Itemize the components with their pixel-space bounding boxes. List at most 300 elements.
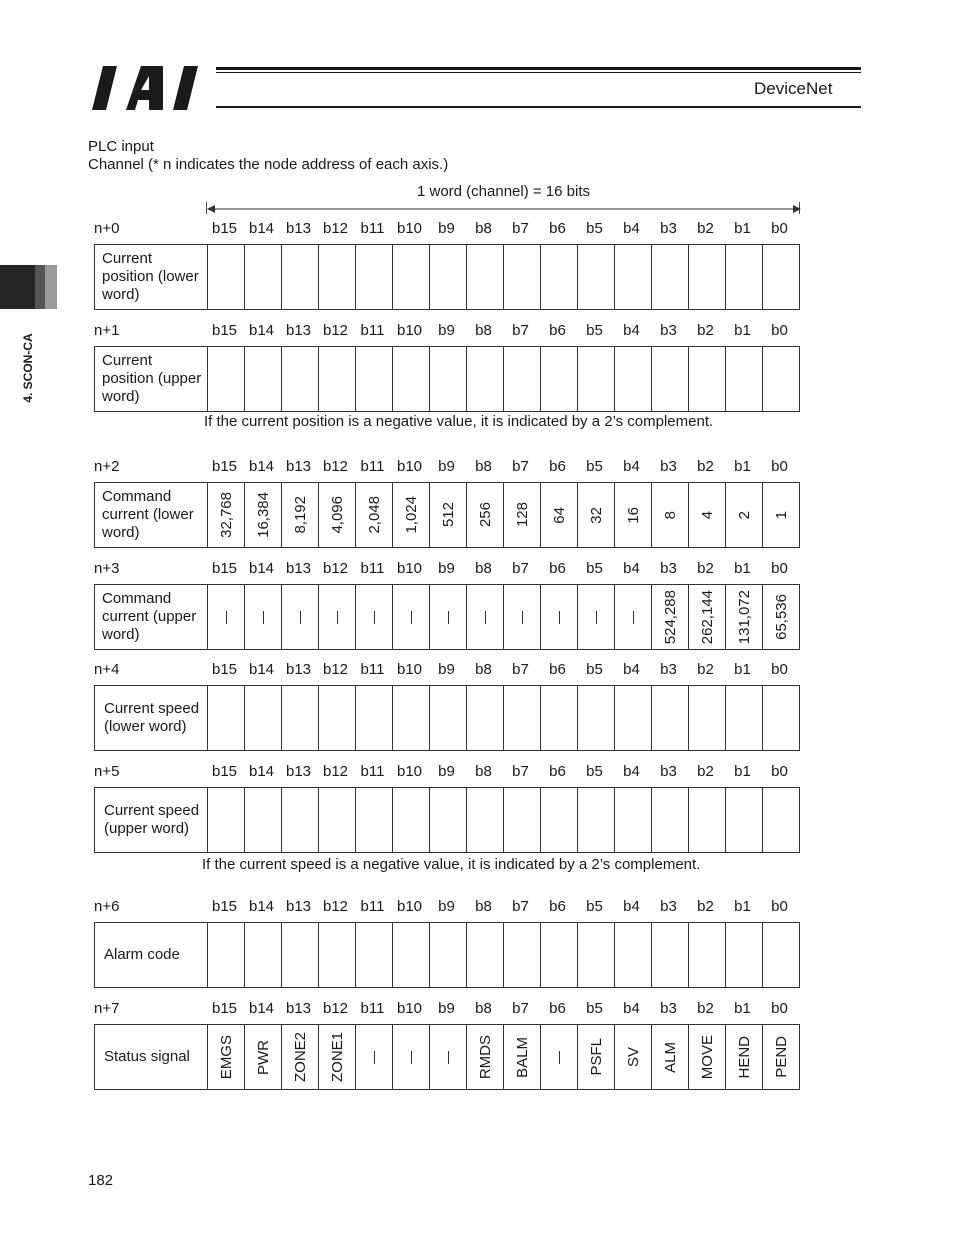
bit-label: b8 bbox=[475, 560, 492, 577]
bit-cell bbox=[762, 585, 799, 649]
bit-label: b2 bbox=[697, 898, 714, 915]
bit-cell bbox=[503, 788, 540, 852]
bit-label: b7 bbox=[512, 220, 529, 237]
side-tab-stripe bbox=[35, 265, 45, 309]
bit-cell bbox=[429, 585, 466, 649]
bit-label: b3 bbox=[660, 560, 677, 577]
bit-label: b10 bbox=[396, 458, 423, 475]
bit-label: b1 bbox=[734, 322, 751, 339]
bit-cell bbox=[577, 245, 614, 309]
bit-cell bbox=[725, 923, 762, 987]
unused-bit-mark bbox=[411, 1051, 412, 1064]
bit-cell bbox=[392, 1025, 429, 1089]
bit-label: b6 bbox=[549, 560, 566, 577]
bit-cell bbox=[318, 1025, 355, 1089]
bit-cell bbox=[355, 923, 392, 987]
row-caption: Command current (lower word) bbox=[102, 488, 194, 541]
bit-label: b12 bbox=[322, 763, 349, 780]
bit-cell bbox=[688, 585, 725, 649]
bit-value: ZONE1 bbox=[328, 1031, 346, 1082]
bit-cell bbox=[651, 585, 688, 649]
bit-cell bbox=[244, 585, 281, 649]
bit-value: BALM bbox=[513, 1036, 531, 1078]
channel-label: n+4 bbox=[94, 661, 120, 678]
bit-cell bbox=[688, 1025, 725, 1089]
bit-label: b6 bbox=[549, 458, 566, 475]
bit-cell bbox=[355, 245, 392, 309]
arrow-guide-left bbox=[206, 202, 207, 214]
bit-label: b11 bbox=[360, 458, 385, 475]
bit-label: b2 bbox=[697, 458, 714, 475]
unused-bit-mark bbox=[226, 611, 227, 624]
bit-value: 4,096 bbox=[328, 496, 346, 534]
word-width-arrow bbox=[205, 202, 803, 216]
bit-label: b14 bbox=[248, 322, 275, 339]
bit-label: b3 bbox=[660, 898, 677, 915]
channel-block bbox=[94, 763, 800, 855]
bit-value: EMGS bbox=[217, 1034, 235, 1080]
bit-label: b0 bbox=[771, 560, 788, 577]
unused-bit-mark bbox=[411, 611, 412, 624]
unused-bit-mark bbox=[485, 611, 486, 624]
bit-cell bbox=[318, 923, 355, 987]
bit-value: PEND bbox=[772, 1036, 790, 1078]
bit-label: b10 bbox=[396, 898, 423, 915]
bit-cell bbox=[281, 483, 318, 547]
row-caption: Alarm code bbox=[104, 946, 180, 963]
bit-value: 256 bbox=[476, 502, 494, 528]
bit-label: b11 bbox=[360, 661, 385, 678]
bit-label: b11 bbox=[360, 220, 385, 237]
bit-cell bbox=[614, 923, 651, 987]
bit-label: b15 bbox=[211, 322, 238, 339]
bit-cell bbox=[429, 1025, 466, 1089]
bit-label: b8 bbox=[475, 1000, 492, 1017]
bit-label: b2 bbox=[697, 661, 714, 678]
bit-label: b15 bbox=[211, 661, 238, 678]
bit-label: b6 bbox=[549, 322, 566, 339]
bit-label: b11 bbox=[360, 763, 385, 780]
bit-cell bbox=[207, 788, 244, 852]
unused-bit-mark bbox=[559, 611, 560, 624]
bit-label: b14 bbox=[248, 560, 275, 577]
bit-cell bbox=[762, 923, 799, 987]
bit-cell bbox=[503, 483, 540, 547]
channel-label: n+5 bbox=[94, 763, 120, 780]
bit-cell bbox=[688, 686, 725, 750]
bit-cell bbox=[503, 347, 540, 411]
bit-cell bbox=[466, 347, 503, 411]
bit-label: b4 bbox=[623, 458, 640, 475]
channel-label: n+6 bbox=[94, 898, 120, 915]
unused-bit-mark bbox=[374, 1051, 375, 1064]
bit-table bbox=[94, 482, 800, 548]
bit-cell bbox=[651, 923, 688, 987]
bit-label: b13 bbox=[285, 220, 312, 237]
bit-cell bbox=[244, 347, 281, 411]
bit-label: b1 bbox=[734, 661, 751, 678]
bit-cell bbox=[503, 923, 540, 987]
bit-label: b7 bbox=[512, 1000, 529, 1017]
bit-table bbox=[94, 922, 800, 988]
bit-label: b4 bbox=[623, 763, 640, 780]
bit-value: 16,384 bbox=[254, 492, 272, 538]
bit-label: b15 bbox=[211, 458, 238, 475]
bit-cell bbox=[688, 788, 725, 852]
bit-cell bbox=[577, 686, 614, 750]
bit-label: b1 bbox=[734, 220, 751, 237]
bit-header-row bbox=[94, 661, 800, 681]
bit-cell bbox=[688, 483, 725, 547]
unused-bit-mark bbox=[596, 611, 597, 624]
bit-header-row bbox=[94, 898, 800, 918]
bit-cell bbox=[540, 347, 577, 411]
bit-cell bbox=[651, 788, 688, 852]
bit-label: b13 bbox=[285, 458, 312, 475]
bit-label: b7 bbox=[512, 763, 529, 780]
bit-label: b3 bbox=[660, 1000, 677, 1017]
bit-cell bbox=[355, 347, 392, 411]
bit-label: b7 bbox=[512, 661, 529, 678]
bit-label: b11 bbox=[360, 898, 385, 915]
bit-value: ZONE2 bbox=[291, 1031, 309, 1082]
bit-label: b13 bbox=[285, 763, 312, 780]
bit-cell bbox=[281, 1025, 318, 1089]
bit-cell bbox=[540, 483, 577, 547]
bit-value: 131,072 bbox=[735, 589, 753, 645]
bit-cell bbox=[577, 1025, 614, 1089]
bit-cell bbox=[577, 788, 614, 852]
bit-cell bbox=[207, 1025, 244, 1089]
channel-label: n+0 bbox=[94, 220, 120, 237]
bit-header-row bbox=[94, 458, 800, 478]
channel-label: n+2 bbox=[94, 458, 120, 475]
bit-label: b13 bbox=[285, 560, 312, 577]
bit-cell bbox=[318, 347, 355, 411]
bit-value: ALM bbox=[661, 1041, 679, 1073]
side-tab-stripe-light bbox=[45, 265, 57, 309]
bit-label: b1 bbox=[734, 1000, 751, 1017]
bit-label: b2 bbox=[697, 560, 714, 577]
bit-cell bbox=[281, 245, 318, 309]
bit-table bbox=[94, 244, 800, 310]
bit-cell bbox=[466, 245, 503, 309]
bit-cell bbox=[725, 245, 762, 309]
bit-label: b4 bbox=[623, 661, 640, 678]
bit-cell bbox=[207, 483, 244, 547]
bit-label: b12 bbox=[322, 458, 349, 475]
bit-label: b13 bbox=[285, 322, 312, 339]
bit-label: b12 bbox=[322, 560, 349, 577]
bit-label: b3 bbox=[660, 220, 677, 237]
bit-label: b0 bbox=[771, 763, 788, 780]
bit-cell bbox=[725, 788, 762, 852]
intro-line-2: Channel (* n indicates the node address of each axis.) bbox=[88, 156, 449, 173]
bit-label: b1 bbox=[734, 898, 751, 915]
bit-label: b0 bbox=[771, 661, 788, 678]
unused-bit-mark bbox=[633, 611, 634, 624]
bit-cell bbox=[207, 923, 244, 987]
bit-value: 64 bbox=[550, 506, 568, 524]
bit-header-row bbox=[94, 322, 800, 342]
bit-value: 16 bbox=[624, 506, 642, 524]
unused-bit-mark bbox=[448, 1051, 449, 1064]
bit-cell bbox=[540, 788, 577, 852]
bit-cell bbox=[651, 245, 688, 309]
bit-cell bbox=[466, 923, 503, 987]
bit-label: b13 bbox=[285, 661, 312, 678]
bit-cell bbox=[614, 347, 651, 411]
row-caption: Current speed (upper word) bbox=[104, 802, 200, 837]
bit-label: b14 bbox=[248, 220, 275, 237]
bit-cell bbox=[762, 1025, 799, 1089]
bit-cell bbox=[355, 686, 392, 750]
bit-value: 1 bbox=[772, 510, 790, 520]
bit-label: b5 bbox=[586, 661, 603, 678]
bit-cell bbox=[355, 1025, 392, 1089]
chapter-label: 4. SCON-CA bbox=[21, 333, 35, 403]
header-rule-top bbox=[216, 67, 861, 70]
bit-label: b0 bbox=[771, 322, 788, 339]
bit-cell bbox=[762, 245, 799, 309]
bit-label: b7 bbox=[512, 458, 529, 475]
bit-value: 524,288 bbox=[661, 589, 679, 645]
bit-label: b2 bbox=[697, 1000, 714, 1017]
bit-label: b0 bbox=[771, 458, 788, 475]
channel-block bbox=[94, 1000, 800, 1092]
bit-cell bbox=[725, 1025, 762, 1089]
bit-label: b6 bbox=[549, 220, 566, 237]
bit-cell bbox=[355, 483, 392, 547]
bit-value: 4 bbox=[698, 510, 716, 520]
bit-label: b7 bbox=[512, 322, 529, 339]
bit-label: b10 bbox=[396, 560, 423, 577]
bit-cell bbox=[355, 585, 392, 649]
bit-cell bbox=[762, 788, 799, 852]
bit-cell bbox=[392, 788, 429, 852]
bit-cell bbox=[207, 245, 244, 309]
bit-value: 8 bbox=[661, 510, 679, 520]
bit-cell bbox=[503, 686, 540, 750]
bit-cell bbox=[614, 483, 651, 547]
bit-cell bbox=[540, 923, 577, 987]
bit-label: b7 bbox=[512, 898, 529, 915]
header-rule-bottom bbox=[216, 106, 861, 108]
bit-label: b12 bbox=[322, 322, 349, 339]
arrow-guide-right bbox=[799, 202, 800, 214]
bit-cell bbox=[429, 788, 466, 852]
channel-block bbox=[94, 322, 800, 414]
bit-cell bbox=[429, 483, 466, 547]
bit-cell bbox=[577, 585, 614, 649]
bit-label: b3 bbox=[660, 322, 677, 339]
bit-cell bbox=[281, 923, 318, 987]
bit-label: b9 bbox=[438, 1000, 455, 1017]
bit-value: 32,768 bbox=[217, 492, 235, 538]
bit-table bbox=[94, 787, 800, 853]
unused-bit-mark bbox=[300, 611, 301, 624]
position-note: If the current position is a negative value, it is indicated by a 2’s complement. bbox=[204, 413, 714, 430]
bit-label: b3 bbox=[660, 458, 677, 475]
bit-label: b8 bbox=[475, 458, 492, 475]
bit-label: b6 bbox=[549, 898, 566, 915]
bit-label: b14 bbox=[248, 763, 275, 780]
bit-cell bbox=[466, 483, 503, 547]
unused-bit-mark bbox=[263, 611, 264, 624]
bit-label: b14 bbox=[248, 458, 275, 475]
bit-label: b9 bbox=[438, 322, 455, 339]
bit-label: b8 bbox=[475, 322, 492, 339]
bit-cell bbox=[466, 686, 503, 750]
bit-cell bbox=[540, 245, 577, 309]
bit-label: b4 bbox=[623, 898, 640, 915]
bit-cell bbox=[392, 347, 429, 411]
bit-cell bbox=[392, 686, 429, 750]
bit-cell bbox=[318, 585, 355, 649]
bit-value: 1,024 bbox=[402, 496, 420, 534]
bit-label: b1 bbox=[734, 560, 751, 577]
bit-label: b11 bbox=[360, 322, 385, 339]
bit-cell bbox=[614, 585, 651, 649]
bit-value: PWR bbox=[254, 1039, 272, 1075]
channel-block bbox=[94, 661, 800, 753]
bit-value: 8,192 bbox=[291, 496, 309, 534]
bit-label: b6 bbox=[549, 1000, 566, 1017]
bit-header-row bbox=[94, 1000, 800, 1020]
bit-label: b15 bbox=[211, 220, 238, 237]
bit-cell bbox=[725, 686, 762, 750]
bit-cell bbox=[614, 1025, 651, 1089]
bit-cell bbox=[466, 788, 503, 852]
row-caption: Current position (lower word) bbox=[102, 250, 199, 303]
bit-label: b4 bbox=[623, 322, 640, 339]
iai-logo bbox=[92, 66, 210, 111]
bit-label: b9 bbox=[438, 220, 455, 237]
bit-label: b9 bbox=[438, 560, 455, 577]
bit-value: 512 bbox=[439, 502, 457, 528]
row-caption: Current speed (lower word) bbox=[104, 700, 200, 735]
bit-value: 32 bbox=[587, 506, 605, 524]
bit-label: b4 bbox=[623, 560, 640, 577]
unused-bit-mark bbox=[522, 611, 523, 624]
bit-label: b6 bbox=[549, 763, 566, 780]
bit-label: b15 bbox=[211, 1000, 238, 1017]
bit-cell bbox=[688, 347, 725, 411]
bit-cell bbox=[429, 245, 466, 309]
bit-value: HEND bbox=[735, 1035, 753, 1079]
bit-label: b1 bbox=[734, 458, 751, 475]
bit-label: b14 bbox=[248, 1000, 275, 1017]
bit-cell bbox=[651, 1025, 688, 1089]
bit-cell bbox=[614, 788, 651, 852]
bit-cell bbox=[540, 585, 577, 649]
bit-label: b9 bbox=[438, 458, 455, 475]
channel-label: n+1 bbox=[94, 322, 120, 339]
bit-label: b12 bbox=[322, 661, 349, 678]
unused-bit-mark bbox=[374, 611, 375, 624]
channel-label: n+7 bbox=[94, 1000, 120, 1017]
bit-cell bbox=[318, 686, 355, 750]
bit-label: b9 bbox=[438, 763, 455, 780]
bit-cell bbox=[281, 788, 318, 852]
bit-cell bbox=[651, 483, 688, 547]
bit-value: 65,536 bbox=[772, 594, 790, 640]
bit-cell bbox=[725, 483, 762, 547]
bit-label: b5 bbox=[586, 1000, 603, 1017]
bit-cell bbox=[540, 1025, 577, 1089]
bit-cell bbox=[281, 347, 318, 411]
bit-label: b2 bbox=[697, 322, 714, 339]
channel-block bbox=[94, 458, 800, 550]
intro-line-1: PLC input bbox=[88, 138, 154, 155]
bit-label: b5 bbox=[586, 560, 603, 577]
bit-label: b4 bbox=[623, 220, 640, 237]
bit-label: b8 bbox=[475, 898, 492, 915]
bit-label: b8 bbox=[475, 661, 492, 678]
bit-label: b11 bbox=[360, 1000, 385, 1017]
bit-cell bbox=[688, 923, 725, 987]
bit-label: b10 bbox=[396, 322, 423, 339]
bit-label: b5 bbox=[586, 763, 603, 780]
bit-label: b3 bbox=[660, 763, 677, 780]
bit-cell bbox=[503, 585, 540, 649]
channel-block bbox=[94, 220, 800, 312]
bit-label: b10 bbox=[396, 661, 423, 678]
bit-label: b12 bbox=[322, 898, 349, 915]
bit-cell bbox=[318, 788, 355, 852]
bit-label: b9 bbox=[438, 898, 455, 915]
bit-label: b5 bbox=[586, 458, 603, 475]
bit-label: b14 bbox=[248, 661, 275, 678]
bit-label: b2 bbox=[697, 763, 714, 780]
row-caption: Status signal bbox=[104, 1048, 190, 1065]
bit-value: MOVE bbox=[698, 1034, 716, 1080]
bit-label: b12 bbox=[322, 220, 349, 237]
bit-cell bbox=[725, 347, 762, 411]
bit-cell bbox=[614, 686, 651, 750]
bit-value: RMDS bbox=[476, 1034, 494, 1080]
bit-label: b5 bbox=[586, 322, 603, 339]
channel-label: n+3 bbox=[94, 560, 120, 577]
header-rule-second bbox=[216, 72, 861, 73]
channel-block bbox=[94, 898, 800, 990]
bit-label: b5 bbox=[586, 220, 603, 237]
bit-cell bbox=[392, 483, 429, 547]
bit-label: b10 bbox=[396, 763, 423, 780]
bit-cell bbox=[429, 347, 466, 411]
bit-value: 262,144 bbox=[698, 589, 716, 645]
bit-value: 128 bbox=[513, 502, 531, 528]
bit-label: b15 bbox=[211, 898, 238, 915]
bit-cell bbox=[207, 347, 244, 411]
bit-table bbox=[94, 346, 800, 412]
bit-cell bbox=[614, 245, 651, 309]
bit-cell bbox=[762, 483, 799, 547]
bit-cell bbox=[244, 483, 281, 547]
bit-value: SV bbox=[624, 1046, 642, 1067]
bit-cell bbox=[392, 923, 429, 987]
section-title: DeviceNet bbox=[754, 79, 833, 98]
bit-cell bbox=[466, 1025, 503, 1089]
row-caption: Current position (upper word) bbox=[102, 352, 202, 405]
bit-cell bbox=[318, 245, 355, 309]
bit-cell bbox=[688, 245, 725, 309]
bit-cell bbox=[651, 686, 688, 750]
speed-note: If the current speed is a negative value, it is indicated by a 2’s complement. bbox=[202, 856, 701, 873]
bit-label: b4 bbox=[623, 1000, 640, 1017]
bit-table bbox=[94, 685, 800, 751]
bit-table bbox=[94, 584, 800, 650]
